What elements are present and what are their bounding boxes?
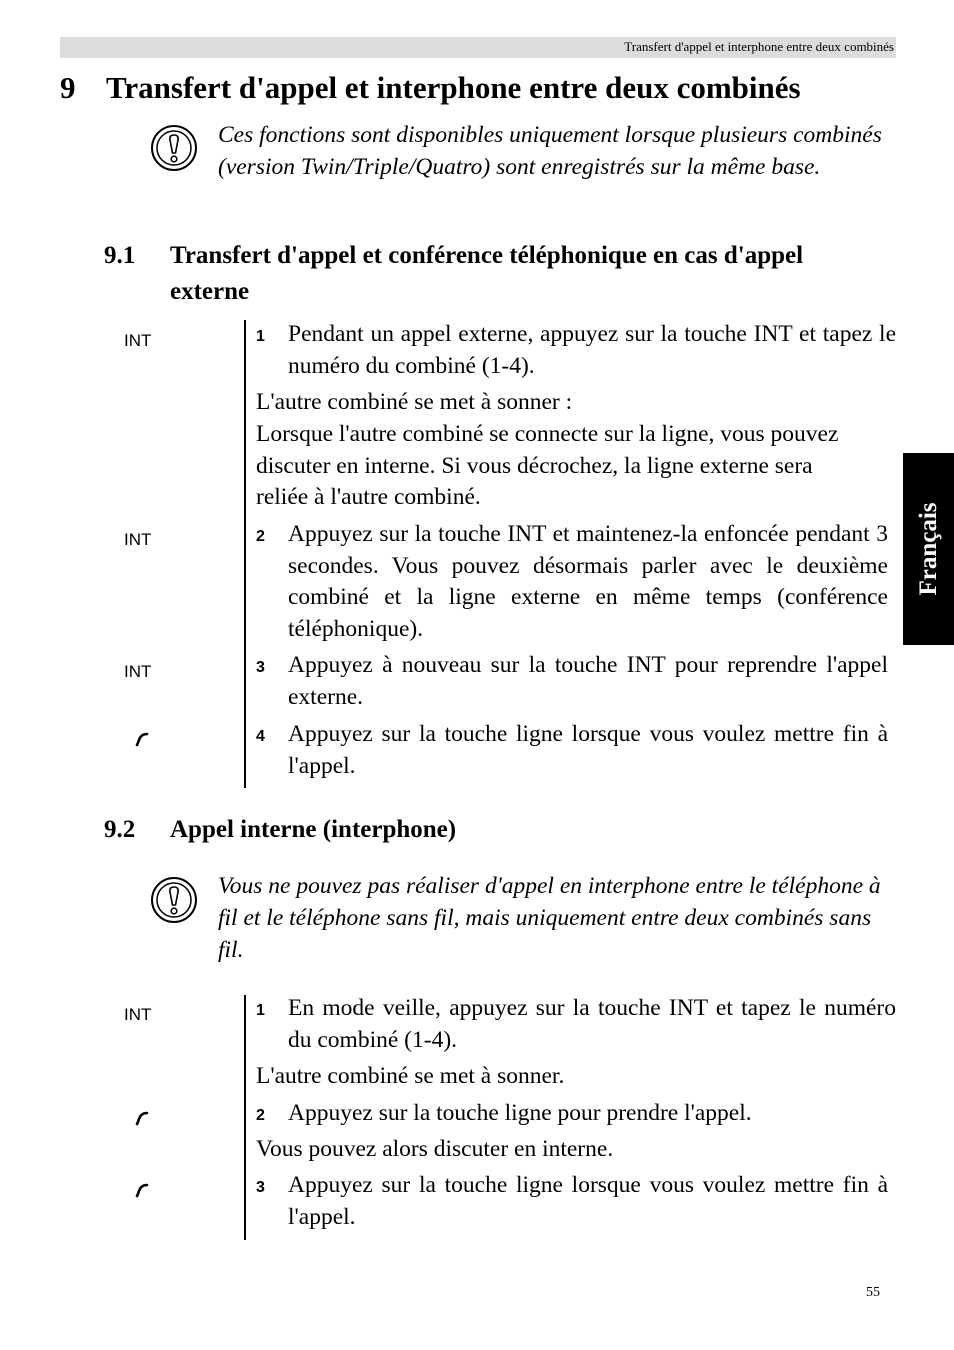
- body-paragraph: Lorsque l'autre combiné se connecte sur la ligne, vous pouvez discuter en interne. Si vous décrochez, la ligne externe sera reliée à l'autre combiné.: [256, 421, 839, 510]
- page-number: 55: [866, 1285, 880, 1300]
- step-number: 3: [256, 659, 265, 676]
- step-text: Appuyez sur la touche INT et maintenez-la enfoncée pendant 3 secondes. Vous pouvez désormais parler avec le deuxième combiné et la ligne externe en même temps (conférence téléphonique).: [288, 521, 888, 642]
- section-number: 9.1: [104, 242, 136, 269]
- chapter-heading: [60, 70, 801, 106]
- step-number: 1: [256, 1002, 265, 1019]
- language-tab-label: Français: [914, 502, 942, 596]
- int-key-label: INT: [124, 662, 152, 681]
- step-item: [256, 993, 896, 1056]
- handset-icon: [132, 730, 152, 750]
- step-number: 2: [256, 1107, 265, 1124]
- step-text: Pendant un appel externe, appuyez sur la touche INT et tapez le numéro du combiné (1-4).: [288, 321, 896, 379]
- step-number: 3: [256, 1179, 265, 1196]
- step-item: [256, 1098, 888, 1130]
- step-item: [256, 1170, 888, 1233]
- step-item: [256, 519, 888, 645]
- note-text: Vous ne pouvez pas réaliser d'appel en interphone entre le téléphone à fil et le téléphone sans fil, mais uniquement entre deux combinés sans fil.: [218, 873, 881, 963]
- step-divider-line: [244, 320, 246, 788]
- chapter-title: Transfert d'appel et interphone entre deux combinés: [106, 70, 801, 105]
- exclamation-note-icon: [150, 124, 198, 172]
- step-text: Appuyez à nouveau sur la touche INT pour reprendre l'appel externe.: [288, 652, 888, 710]
- step-text: En mode veille, appuyez sur la touche INT et tapez le numéro du combiné (1-4).: [288, 995, 896, 1053]
- section-heading-9-2: [104, 812, 870, 848]
- body-paragraph: L'autre combiné se met à sonner :: [256, 389, 573, 415]
- section-heading-9-1: [104, 238, 870, 310]
- note-text: Ces fonctions sont disponibles uniquement lorsque plusieurs combinés (version Twin/Triple/Quatro) sont enregistrés sur la même base.: [218, 122, 882, 180]
- int-key-label: INT: [124, 331, 152, 350]
- body-paragraph: L'autre combiné se met à sonner.: [256, 1063, 565, 1089]
- section-number: 9.2: [104, 816, 136, 843]
- int-key-label: INT: [124, 530, 152, 549]
- running-header-title: Transfert d'appel et interphone entre deux combinés: [624, 39, 894, 54]
- section-title: Appel interne (interphone): [170, 816, 457, 843]
- handset-icon: [132, 1181, 152, 1201]
- step-item: [256, 319, 896, 382]
- step-number: 1: [256, 328, 265, 345]
- step-divider-line: [244, 995, 246, 1240]
- step-item: [256, 719, 888, 782]
- step-text: Appuyez sur la touche ligne pour prendre l'appel.: [288, 1100, 752, 1126]
- section-title: Transfert d'appel et conférence téléphonique en cas d'appel externe: [170, 242, 804, 305]
- step-number: 4: [256, 728, 265, 745]
- step-number: 2: [256, 528, 265, 545]
- step-item: [256, 650, 888, 713]
- body-paragraph: Vous pouvez alors discuter en interne.: [256, 1136, 614, 1162]
- exclamation-note-icon: [150, 876, 198, 924]
- int-key-label: INT: [124, 1005, 152, 1024]
- step-text: Appuyez sur la touche ligne lorsque vous voulez mettre fin à l'appel.: [288, 721, 888, 779]
- handset-icon: [132, 1109, 152, 1129]
- chapter-number: 9: [60, 70, 76, 105]
- language-tab: [903, 453, 954, 645]
- step-text: Appuyez sur la touche ligne lorsque vous voulez mettre fin à l'appel.: [288, 1172, 888, 1230]
